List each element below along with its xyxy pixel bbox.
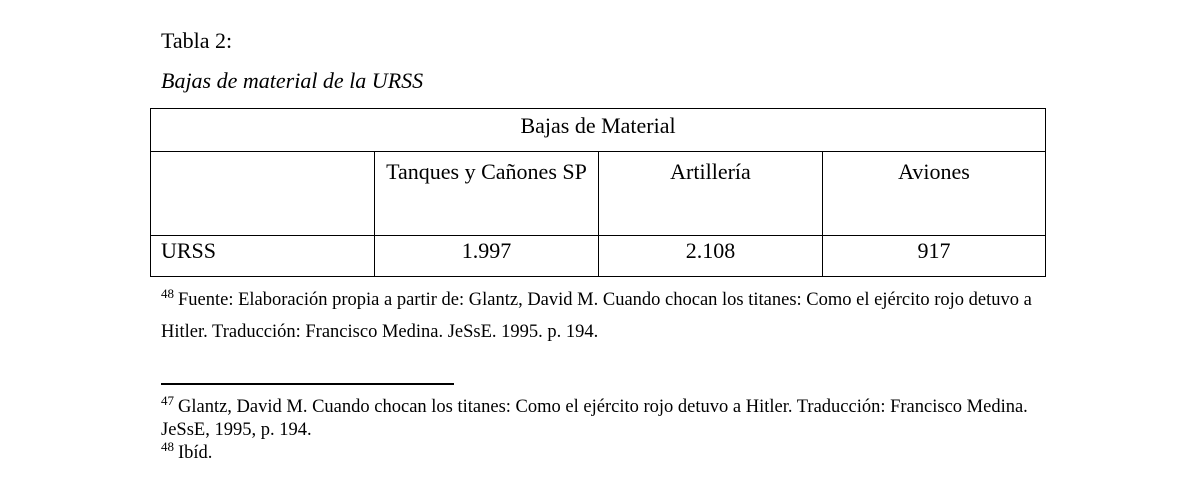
data-table — [150, 108, 1046, 277]
table-header-row — [151, 109, 1046, 152]
footnote-text: Ibíd. — [178, 443, 213, 463]
table-row — [151, 236, 1046, 277]
footnote-marker: 48 — [161, 438, 174, 454]
column-header-aviones: Aviones — [823, 152, 1046, 236]
column-header-row — [151, 152, 1046, 236]
footnote-marker: 47 — [161, 392, 174, 408]
column-header-artilleria: Artillería — [599, 152, 823, 236]
column-header-empty — [151, 152, 375, 236]
cell-artilleria: 2.108 — [599, 236, 823, 277]
footnote-48 — [161, 438, 1061, 465]
source-note — [161, 284, 1061, 348]
table-label: Tabla 2: — [161, 28, 233, 53]
footnote-separator — [161, 383, 454, 385]
footnote-text: Glantz, David M. Cuando chocan los titanes: Como el ejército rojo detuvo a Hitler. Traducción: Francisco Medina. JeSsE, 1995, p. 194. — [161, 397, 1028, 440]
cell-tanques: 1.997 — [375, 236, 599, 277]
column-header-tanques: Tanques y Cañones SP — [375, 152, 599, 236]
cell-aviones: 917 — [823, 236, 1046, 277]
table-header-cell: Bajas de Material — [151, 109, 1046, 152]
footnotes — [161, 392, 1061, 465]
row-label: URSS — [151, 236, 375, 277]
source-note-marker: 48 — [161, 285, 174, 301]
footnote-47 — [161, 392, 1061, 442]
table-title: Bajas de material de la URSS — [161, 68, 424, 93]
source-note-text: Fuente: Elaboración propia a partir de: Glantz, David M. Cuando chocan los titanes: Como el ejército rojo detuvo a Hitler. Traducción: Francisco Medina. JeSsE. 1995. p. 194. — [161, 290, 1032, 342]
